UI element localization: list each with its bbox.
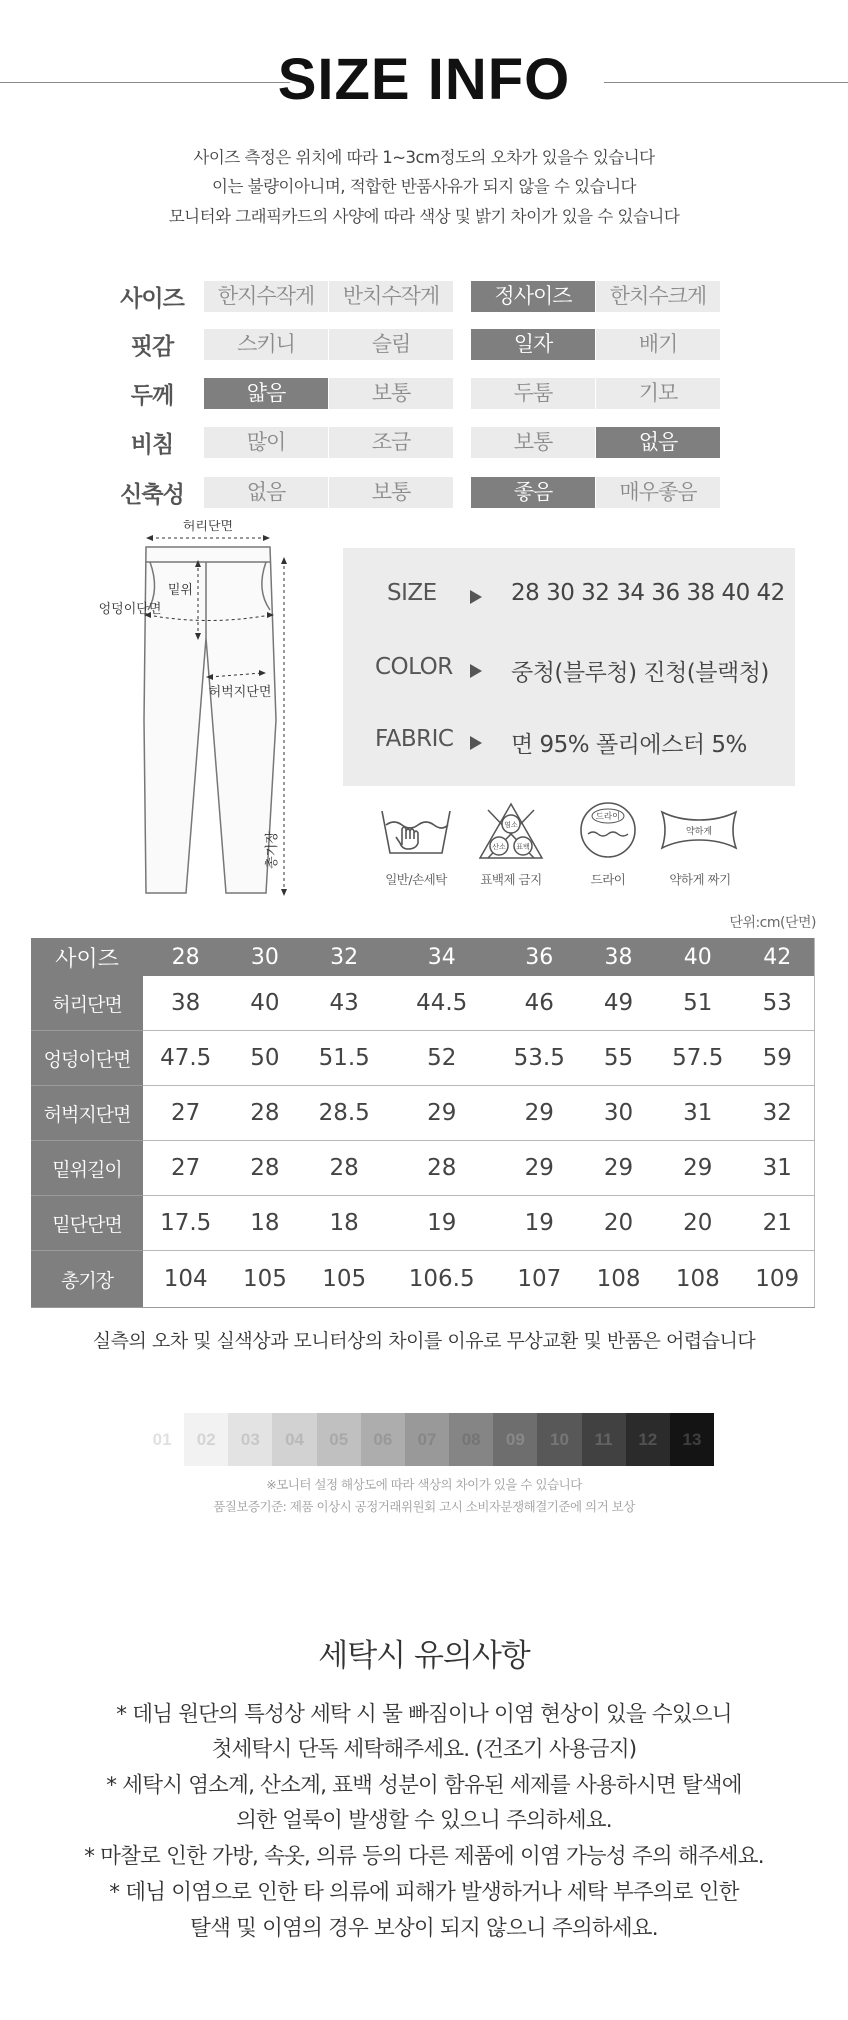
hand-wash-label: 일반/손세탁 xyxy=(385,872,447,887)
hip-label: 엉덩이단면 xyxy=(98,602,162,617)
washing-line: 첫세탁시 단독 세탁해주세요. (건조기 사용금지) xyxy=(211,1737,637,1762)
page-title: SIZE INFO xyxy=(277,47,571,112)
gentle-wring-icon xyxy=(658,806,740,852)
gray-swatch: 01 xyxy=(140,1413,184,1466)
table-cell: 18 xyxy=(228,1196,301,1251)
table-cell: 29 xyxy=(497,1086,582,1141)
notice-line: 사이즈 측정은 위치에 따라 1~3cm정도의 오차가 있을수 있습니다 xyxy=(193,148,655,167)
gray-swatch: 13 xyxy=(670,1413,714,1466)
table-cell: 40 xyxy=(228,976,301,1031)
fabric-key: FABRIC xyxy=(375,726,454,752)
row-header: 밑위길이 xyxy=(31,1141,143,1196)
table-row xyxy=(31,1141,815,1196)
attribute-option: 한지수작게 xyxy=(204,281,328,312)
dry-icon-text: 드라이 xyxy=(595,812,621,822)
table-cell: 43 xyxy=(302,976,387,1031)
table-cell: 53 xyxy=(740,976,814,1031)
attribute-option: 조금 xyxy=(329,427,453,458)
table-cell: 52 xyxy=(387,1031,497,1086)
arrow-icon xyxy=(470,664,482,678)
table-cell: 107 xyxy=(497,1251,582,1308)
size-table xyxy=(31,938,815,1308)
size-column-header: 30 xyxy=(228,938,301,976)
bleach-left-text: 산소 xyxy=(492,843,506,851)
table-row xyxy=(31,1251,815,1308)
attribute-option: 보통 xyxy=(329,378,453,409)
table-cell: 28 xyxy=(387,1141,497,1196)
quality-note: 품질보증기준: 제품 이상시 공정거래위원회 고시 소비자분쟁해결기준에 의거 보상 xyxy=(213,1499,635,1514)
table-cell: 19 xyxy=(387,1196,497,1251)
row-header: 밑단단면 xyxy=(31,1196,143,1251)
washing-line: * 마찰로 인한 가방, 속옷, 의류 등의 다른 제품에 이염 가능성 주의 해주세요. xyxy=(84,1844,764,1869)
product-info-box xyxy=(343,548,795,786)
washing-line: * 세탁시 염소계, 산소계, 표백 성분이 함유된 세제를 사용하시면 탈색에 xyxy=(106,1773,742,1798)
size-column-header: 38 xyxy=(582,938,655,976)
row-header: 총기장 xyxy=(31,1251,143,1308)
table-cell: 18 xyxy=(302,1196,387,1251)
attribute-label: 두께 xyxy=(130,383,174,409)
gray-swatch: 11 xyxy=(582,1413,626,1466)
attribute-option: 얇음 xyxy=(204,378,328,409)
size-column-header: 36 xyxy=(497,938,582,976)
disclaimer-text: 실측의 오차 및 실색상과 모니터상의 차이를 이유로 무상교환 및 반품은 어렵습니다 xyxy=(92,1330,756,1352)
attribute-option: 배기 xyxy=(596,329,720,360)
table-cell: 19 xyxy=(497,1196,582,1251)
rise-label: 밑위 xyxy=(167,583,193,598)
attribute-label: 비침 xyxy=(130,432,174,458)
table-cell: 49 xyxy=(582,976,655,1031)
dry-clean-label: 드라이 xyxy=(590,872,626,887)
attribute-option: 한치수크게 xyxy=(596,281,720,312)
size-value: 28 30 32 34 36 38 40 42 xyxy=(511,580,785,606)
attribute-option: 좋음 xyxy=(471,477,595,508)
size-key: SIZE xyxy=(387,580,437,606)
gray-swatch: 12 xyxy=(626,1413,670,1466)
gray-swatch: 07 xyxy=(405,1413,449,1466)
gray-swatch: 08 xyxy=(449,1413,493,1466)
arrow-icon xyxy=(470,736,482,750)
wring-icon-text: 약하게 xyxy=(685,827,713,837)
table-cell: 55 xyxy=(582,1031,655,1086)
table-cell: 105 xyxy=(302,1251,387,1308)
row-header: 엉덩이단면 xyxy=(31,1031,143,1086)
gray-swatch: 10 xyxy=(537,1413,581,1466)
color-value: 중청(블루청) 진청(블랙청) xyxy=(511,660,769,686)
length-label: 총기장 xyxy=(265,831,280,869)
washing-title: 세탁시 유의사항 xyxy=(318,1638,530,1674)
gentle-wring-label: 약하게 짜기 xyxy=(669,872,731,887)
table-cell: 28 xyxy=(228,1086,301,1141)
grayscale-bar xyxy=(140,1413,714,1466)
table-cell: 50 xyxy=(228,1031,301,1086)
washing-line: 탈색 및 이염의 경우 보상이 되지 않으니 주의하세요. xyxy=(190,1916,658,1941)
table-cell: 31 xyxy=(740,1141,814,1196)
table-cell: 20 xyxy=(582,1196,655,1251)
table-cell: 21 xyxy=(740,1196,814,1251)
size-column-header: 40 xyxy=(655,938,740,976)
table-cell: 106.5 xyxy=(387,1251,497,1308)
gray-swatch: 02 xyxy=(184,1413,228,1466)
table-cell: 44.5 xyxy=(387,976,497,1031)
attribute-option: 두툼 xyxy=(471,378,595,409)
attribute-option: 없음 xyxy=(596,427,720,458)
pants-diagram xyxy=(60,520,300,910)
gray-swatch: 03 xyxy=(228,1413,272,1466)
table-cell: 32 xyxy=(740,1086,814,1141)
notice-line: 모니터와 그래픽카드의 사양에 따라 색상 및 밝기 차이가 있을 수 있습니다 xyxy=(168,207,680,226)
gray-swatch: 09 xyxy=(493,1413,537,1466)
gray-swatch: 04 xyxy=(272,1413,316,1466)
arrow-icon xyxy=(470,590,482,604)
attribute-option: 슬림 xyxy=(329,329,453,360)
attribute-label: 신축성 xyxy=(120,482,184,508)
table-cell: 105 xyxy=(228,1251,301,1308)
attribute-option: 반치수작게 xyxy=(329,281,453,312)
gray-swatch: 06 xyxy=(361,1413,405,1466)
table-cell: 28 xyxy=(302,1141,387,1196)
table-row xyxy=(31,1196,815,1251)
table-cell: 29 xyxy=(387,1086,497,1141)
attribute-label: 핏감 xyxy=(130,334,174,360)
attribute-option: 보통 xyxy=(471,427,595,458)
table-cell: 108 xyxy=(655,1251,740,1308)
attribute-option: 많이 xyxy=(204,427,328,458)
washing-line: * 데님 원단의 특성상 세탁 시 물 빠짐이나 이염 현상이 있을 수있으니 xyxy=(116,1702,732,1727)
table-cell: 59 xyxy=(740,1031,814,1086)
size-column-header: 42 xyxy=(740,938,814,976)
table-cell: 57.5 xyxy=(655,1031,740,1086)
row-header: 허벅지단면 xyxy=(31,1086,143,1141)
fabric-value: 면 95% 폴리에스터 5% xyxy=(511,732,747,758)
waist-label: 허리단면 xyxy=(182,520,234,534)
attribute-option: 없음 xyxy=(204,477,328,508)
no-bleach-label: 표백제 금지 xyxy=(480,872,542,887)
unit-note: 단위:cm(단면) xyxy=(729,915,816,931)
table-cell: 47.5 xyxy=(143,1031,228,1086)
table-cell: 38 xyxy=(143,976,228,1031)
attribute-label: 사이즈 xyxy=(120,286,184,312)
table-cell: 30 xyxy=(582,1086,655,1141)
table-cell: 29 xyxy=(582,1141,655,1196)
thigh-label: 허벅지단면 xyxy=(208,685,272,700)
size-column-header: 34 xyxy=(387,938,497,976)
table-cell: 104 xyxy=(143,1251,228,1308)
monitor-note: ※모니터 설정 해상도에 따라 색상의 차이가 있을 수 있습니다 xyxy=(266,1477,582,1492)
attribute-option: 일자 xyxy=(471,329,595,360)
hand-wash-icon xyxy=(378,805,454,859)
table-cell: 20 xyxy=(655,1196,740,1251)
table-row xyxy=(31,1086,815,1141)
table-cell: 28.5 xyxy=(302,1086,387,1141)
table-cell: 17.5 xyxy=(143,1196,228,1251)
table-cell: 31 xyxy=(655,1086,740,1141)
table-cell: 29 xyxy=(497,1141,582,1196)
no-bleach-icon xyxy=(476,800,546,862)
attribute-option: 스키니 xyxy=(204,329,328,360)
gray-swatch: 05 xyxy=(317,1413,361,1466)
table-cell: 27 xyxy=(143,1141,228,1196)
attribute-option: 기모 xyxy=(596,378,720,409)
bleach-top-text: 염소 xyxy=(504,821,518,829)
table-cell: 109 xyxy=(740,1251,814,1308)
size-table-header xyxy=(31,938,815,976)
table-row xyxy=(31,1031,815,1086)
washing-line: 의한 얼룩이 발생할 수 있으니 주의하세요. xyxy=(236,1808,612,1833)
attribute-option: 매우좋음 xyxy=(596,477,720,508)
table-cell: 53.5 xyxy=(497,1031,582,1086)
bleach-right-text: 표백 xyxy=(516,843,530,851)
table-cell: 28 xyxy=(228,1141,301,1196)
size-column-header: 28 xyxy=(143,938,228,976)
table-cell: 46 xyxy=(497,976,582,1031)
attribute-option: 정사이즈 xyxy=(471,281,595,312)
dry-clean-icon xyxy=(578,800,638,860)
notice-line: 이는 불량이아니며, 적합한 반품사유가 되지 않을 수 있습니다 xyxy=(212,177,636,196)
table-cell: 29 xyxy=(655,1141,740,1196)
attribute-option: 보통 xyxy=(329,477,453,508)
table-cell: 51 xyxy=(655,976,740,1031)
washing-line: * 데님 이염으로 인한 타 의류에 피해가 발생하거나 세탁 부주의로 인한 xyxy=(109,1880,739,1905)
table-row xyxy=(31,976,815,1031)
row-header: 허리단면 xyxy=(31,976,143,1031)
size-column-header: 32 xyxy=(302,938,387,976)
table-cell: 108 xyxy=(582,1251,655,1308)
table-cell: 51.5 xyxy=(302,1031,387,1086)
size-header-label: 사이즈 xyxy=(31,938,143,976)
color-key: COLOR xyxy=(375,654,453,680)
table-cell: 27 xyxy=(143,1086,228,1141)
